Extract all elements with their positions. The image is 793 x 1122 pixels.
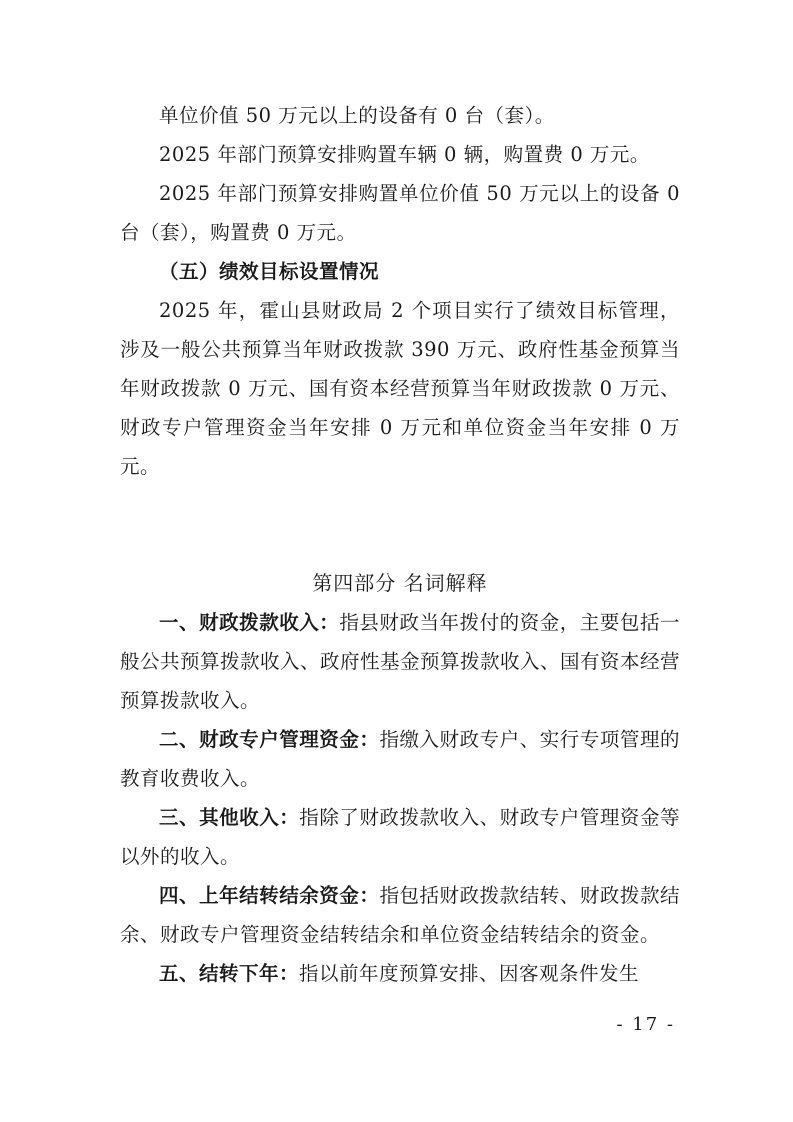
body-text <box>120 96 680 993</box>
term-paragraph-1 <box>120 603 680 720</box>
term-paragraph-4 <box>120 876 680 954</box>
page-number: - 17 - <box>616 1014 675 1035</box>
term-label: 五、结转下年： <box>159 962 300 985</box>
term-definition: 指包括财政拨款结转、财政拨款结余、财政专户管理资金结转结余和单位资金结转结余的资金。 <box>120 884 680 946</box>
paragraph-performance-targets: 2025 年，霍山县财政局 2 个项目实行了绩效目标管理，涉及一般公共预算当年财政拨款 390 万元、政府性基金预算当年财政拨款 0 万元、国有资本经营预算当年财政拨款 0 万元、财政专户管理资金当年安排 0 万元和单位资金当年安排 0 万元。 <box>120 299 680 478</box>
term-label: 四、上年结转结余资金： <box>159 884 380 907</box>
paragraph-equipment-count: 单位价值 50 万元以上的设备有 0 台（套）。 <box>159 104 555 127</box>
section-title: 第四部分 名词解释 <box>312 571 488 595</box>
term-definition: 指县财政当年拨付的资金，主要包括一般公共预算拨款收入、政府性基金预算拨款收入、国有资本经营预算拨款收入。 <box>120 611 681 712</box>
paragraph-vehicle-purchase: 2025 年部门预算安排购置车辆 0 辆，购置费 0 万元。 <box>159 143 650 166</box>
paragraph-equipment-purchase: 2025 年部门预算安排购置单位价值 50 万元以上的设备 0 台（套），购置费 0 万元。 <box>120 182 680 244</box>
term-definition: 指以前年度预算安排、因客观条件发生 <box>299 962 640 985</box>
term-paragraph-2 <box>120 720 680 798</box>
term-definition: 指除了财政拨款收入、财政专户管理资金等以外的收入。 <box>120 806 680 868</box>
subheading-performance-targets: （五）绩效目标设置情况 <box>159 260 380 283</box>
term-label: 三、其他收入： <box>159 806 300 829</box>
term-definition: 指缴入财政专户、实行专项管理的教育收费收入。 <box>120 728 680 790</box>
term-label: 一、财政拨款收入： <box>159 611 340 634</box>
term-label: 二、财政专户管理资金： <box>159 728 380 751</box>
term-paragraph-3 <box>120 798 680 876</box>
term-paragraph-5 <box>120 954 680 993</box>
